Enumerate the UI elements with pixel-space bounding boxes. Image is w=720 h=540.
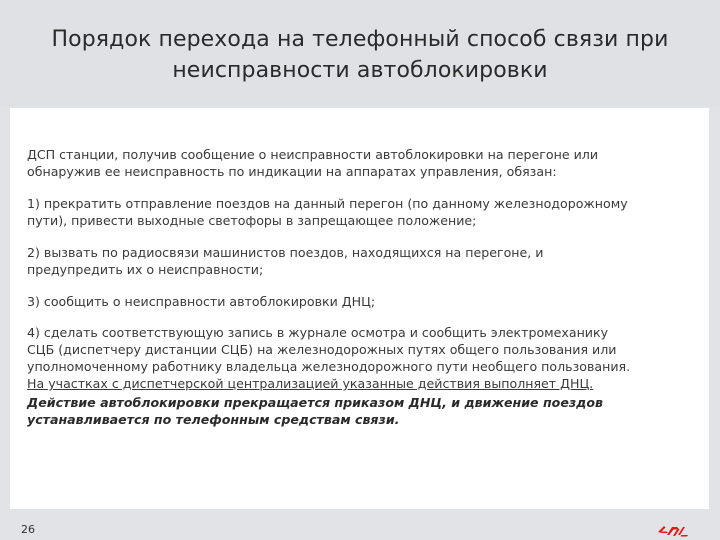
title-line-2: неисправности автоблокировки bbox=[172, 57, 548, 83]
item1-line-1: 1) прекратить отправление поездов на данный перегон (по данному железнодорожному bbox=[27, 196, 628, 211]
content-panel bbox=[10, 108, 709, 509]
item3-line-1: 3) сообщить о неисправности автоблокировки ДНЦ; bbox=[27, 294, 376, 309]
emphasis-line-1: Действие автоблокировки прекращается приказом ДНЦ, и движение поездов bbox=[27, 395, 603, 410]
rzd-logo bbox=[656, 523, 690, 537]
item4-line-3: уполномоченному работнику владельца железнодорожного пути необщего пользования. bbox=[27, 359, 631, 374]
slide-header bbox=[0, 0, 720, 107]
intro-paragraph bbox=[27, 146, 697, 180]
page-number: 26 bbox=[21, 523, 35, 536]
item2-line-2: предупредить их о неисправности; bbox=[27, 262, 264, 277]
item2-line-1: 2) вызвать по радиосвязи машинистов поездов, находящихся на перегоне, и bbox=[27, 245, 544, 260]
item4-line-1: 4) сделать соответствующую запись в журнале осмотра и сообщить электромеханику bbox=[27, 325, 609, 340]
emphasis-line-2: устанавливается по телефонным средствам связи. bbox=[27, 412, 400, 427]
dc-note-line: На участках с диспетчерской централизацией указанные действия выполняет ДНЦ. bbox=[27, 376, 594, 391]
intro-line-2: обнаружив ее неисправность по индикации на аппаратах управления, обязан: bbox=[27, 164, 557, 179]
dc-note bbox=[27, 375, 697, 392]
list-item-2 bbox=[27, 244, 697, 278]
item4-line-2: СЦБ (диспетчеру дистанции СЦБ) на железнодорожных путях общего пользования или bbox=[27, 342, 617, 357]
list-item-3 bbox=[27, 293, 697, 310]
content-body bbox=[27, 146, 697, 428]
intro-line-1: ДСП станции, получив сообщение о неисправности автоблокировки на перегоне или bbox=[27, 147, 599, 162]
list-item-1 bbox=[27, 195, 697, 229]
title-line-1: Порядок перехода на телефонный способ связи при bbox=[51, 26, 669, 52]
slide-title bbox=[52, 24, 669, 86]
list-item-4 bbox=[27, 324, 697, 375]
slide-footer bbox=[0, 509, 720, 540]
item1-line-2: пути), привести выходные светофоры в запрещающее положение; bbox=[27, 213, 477, 228]
emphasis-note bbox=[27, 394, 697, 428]
